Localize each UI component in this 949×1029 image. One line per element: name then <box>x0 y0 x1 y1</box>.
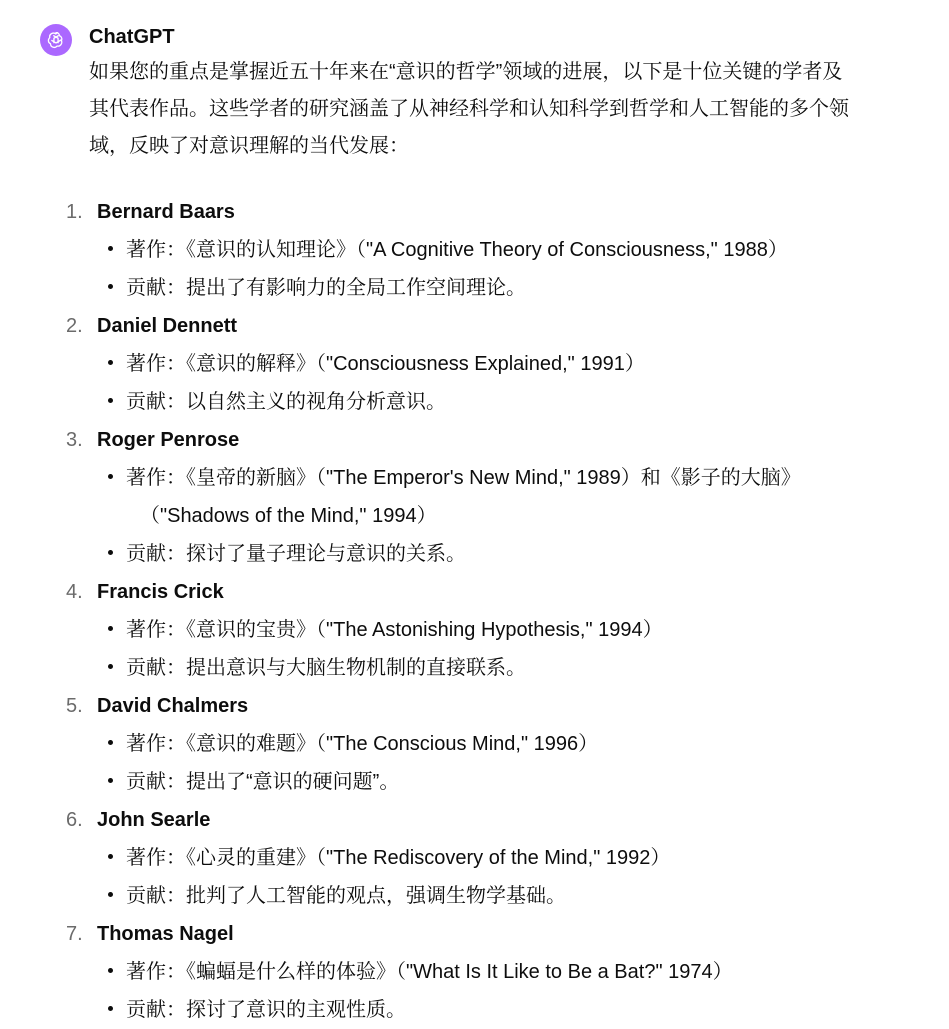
scholar-name: Francis Crick <box>97 581 224 603</box>
list-item <box>0 687 949 801</box>
bullet-icon <box>108 474 113 479</box>
list-item <box>0 421 949 573</box>
contribution-entry: 贡献：批判了人工智能的观点，强调生物学基础。 <box>0 877 949 915</box>
scholar-name: Thomas Nagel <box>97 923 234 945</box>
list-item <box>0 307 949 421</box>
contribution-entry: 贡献：探讨了意识的主观性质。 <box>0 991 949 1029</box>
contribution-entry: 贡献：提出了“意识的硬问题”。 <box>0 763 949 801</box>
bullet-icon <box>108 664 113 669</box>
intro-line: 其代表作品。这些学者的研究涵盖了从神经科学和认知科学到哲学和人工智能的多个领 <box>89 98 849 120</box>
list-item-number: 6. <box>66 809 83 831</box>
work-entry: 著作：《意识的认知理论》（"A Cognitive Theory of Consciousness," 1988） <box>0 231 949 269</box>
list-item-number: 2. <box>66 315 83 337</box>
bullet-icon <box>108 550 113 555</box>
list-item-number: 3. <box>66 429 83 451</box>
scholar-name: Bernard Baars <box>97 201 235 223</box>
work-entry: 著作：《皇帝的新脑》（"The Emperor's New Mind," 1989）和《影子的大脑》 <box>0 459 949 497</box>
bullet-icon <box>108 892 113 897</box>
list-item <box>0 915 949 1029</box>
intro-line: 如果您的重点是掌握近五十年来在“意识的哲学”领域的进展，以下是十位关键的学者及 <box>89 61 843 83</box>
assistant-avatar <box>40 24 72 56</box>
bullet-icon <box>108 854 113 859</box>
work-entry-continuation: （"Shadows of the Mind," 1994） <box>140 505 437 527</box>
contribution-entry: 贡献：探讨了量子理论与意识的关系。 <box>0 535 949 573</box>
list-item <box>0 573 949 687</box>
message-author: ChatGPT <box>89 26 175 48</box>
work-entry: 著作：《心灵的重建》（"The Rediscovery of the Mind," 1992） <box>0 839 949 877</box>
message-intro <box>89 54 919 165</box>
contribution-entry: 贡献：提出了有影响力的全局工作空间理论。 <box>0 269 949 307</box>
list-item-number: 1. <box>66 201 83 223</box>
scholar-name: Roger Penrose <box>97 429 240 451</box>
bullet-icon <box>108 778 113 783</box>
bullet-icon <box>108 626 113 631</box>
work-entry: 著作：《意识的解释》（"Consciousness Explained," 1991） <box>0 345 949 383</box>
list-item <box>0 801 949 915</box>
list-item-number: 5. <box>66 695 83 717</box>
bullet-icon <box>108 740 113 745</box>
bullet-icon <box>108 360 113 365</box>
bullet-icon <box>108 398 113 403</box>
bullet-icon <box>108 1006 113 1011</box>
contribution-entry: 贡献：提出意识与大脑生物机制的直接联系。 <box>0 649 949 687</box>
work-entry: 著作：《蝙蝠是什么样的体验》（"What Is It Like to Be a Bat?" 1974） <box>0 953 949 991</box>
openai-logo-icon <box>46 30 66 50</box>
scholar-list <box>0 193 949 1029</box>
work-entry: 著作：《意识的宝贵》（"The Astonishing Hypothesis," 1994） <box>0 611 949 649</box>
intro-line: 域，反映了对意识理解的当代发展： <box>89 135 409 157</box>
work-entry: 著作：《意识的难题》（"The Conscious Mind," 1996） <box>0 725 949 763</box>
scholar-name: John Searle <box>97 809 211 831</box>
scholar-name: Daniel Dennett <box>97 315 238 337</box>
list-item-number: 7. <box>66 923 83 945</box>
bullet-icon <box>108 246 113 251</box>
scholar-name: David Chalmers <box>97 695 249 717</box>
bullet-icon <box>108 284 113 289</box>
list-item <box>0 193 949 307</box>
contribution-entry: 贡献：以自然主义的视角分析意识。 <box>0 383 949 421</box>
list-item-number: 4. <box>66 581 83 603</box>
bullet-icon <box>108 968 113 973</box>
